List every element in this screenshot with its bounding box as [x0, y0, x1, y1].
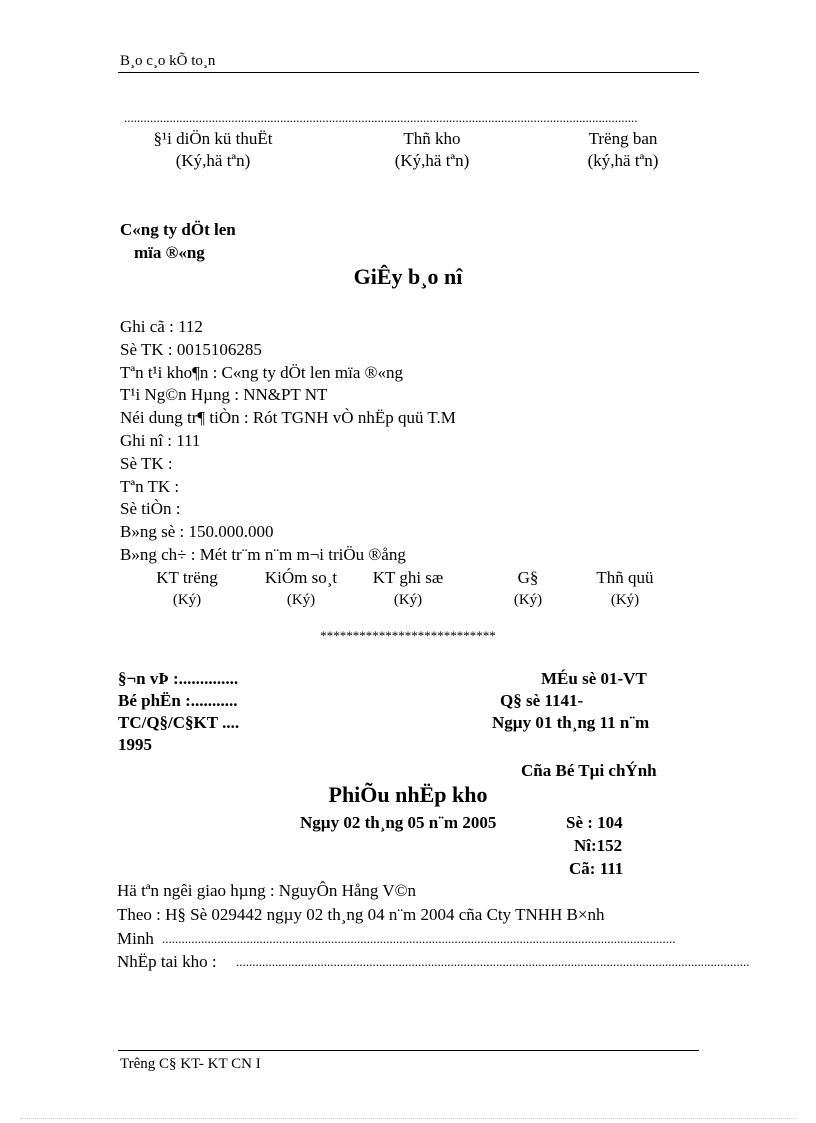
reference-line: Theo : H§ Sè 029442 ngµy 02 th¸ng 04 n¨m 2004 cña Cty TNHH B×nh	[117, 905, 605, 924]
signature-title: Thñ quü	[596, 568, 654, 587]
signature-technical	[128, 128, 298, 172]
page-edge	[20, 1118, 796, 1119]
field-line: B»ng ch÷ : Mét tr¨m n¨m m¬i triÖu ®ång	[120, 544, 406, 564]
field-line: Sè tiÒn :	[120, 499, 181, 519]
doc1-title: GiÊy b¸o nî	[353, 264, 463, 289]
deliverer-line: Hä tªn ngêi giao hµng : NguyÔn Hång V©n	[117, 881, 417, 900]
signature-controller	[251, 567, 351, 611]
signature-head	[565, 128, 681, 172]
signature-title: KT trëng	[156, 568, 218, 587]
signature-note: (Ký)	[286, 592, 316, 608]
year-field: 1995	[118, 735, 152, 754]
signature-title: §¹i diÖn kü thuËt	[153, 129, 273, 148]
decision-number: Q§ sè 1141-	[500, 691, 584, 710]
signature-bookkeeper	[360, 567, 456, 611]
reference-line-2	[117, 928, 154, 950]
doc2-date: Ngµy 02 th¸ng 05 n¨m 2005	[300, 813, 497, 832]
reference-continuation: Minh	[117, 929, 154, 948]
field-line: T¹i Ng©n Hµng : NN&PT NT	[120, 385, 328, 405]
signature-note: (Ký)	[393, 592, 423, 608]
field-line: Ghi cã : 112	[120, 317, 203, 336]
unit-field: §¬n vÞ :..............	[118, 669, 239, 688]
signature-title: KT ghi sæ	[372, 568, 444, 587]
signature-cashier	[585, 567, 665, 611]
warehouse-line: NhËp tai kho :	[117, 952, 217, 971]
signature-note: (Ký)	[513, 592, 543, 608]
dept-field: Bé phËn :...........	[118, 691, 238, 710]
field-line: Sè TK :	[120, 453, 173, 473]
debit-account: Nî:152	[574, 836, 623, 855]
signature-title: Trëng ban	[588, 129, 658, 148]
receipt-number: Sè : 104	[566, 813, 623, 832]
signature-note: (Ký,hä tªn)	[175, 151, 251, 170]
signature-note: (Ký)	[172, 592, 202, 608]
issuing-ministry: Cña Bé Tµi chÝnh	[521, 761, 657, 780]
signature-title: G§	[517, 568, 539, 587]
page-header: B¸o c¸o kÕ to¸n	[120, 53, 216, 69]
doc2-issuer-block	[118, 668, 239, 756]
dotted-line: ..............................................................................................................................................................	[124, 110, 638, 125]
dotted-fill: ..............................................................................................................................................................	[162, 931, 676, 946]
field-line: Ghi nî : 111	[120, 430, 201, 450]
dotted-fill: ..............................................................................................................................................................	[236, 954, 750, 969]
decision-date: Ngµy 01 th¸ng 11 n¨m	[492, 713, 650, 732]
doc1-fields	[120, 316, 456, 567]
field-line: Tªn t¹i kho¶n : C«ng ty dÖt len mïa ®«ng	[120, 362, 404, 382]
field-line: Tªn TK :	[120, 476, 180, 496]
footer-rule	[118, 1050, 699, 1051]
company-name-2: mïa ®«ng	[134, 243, 205, 262]
signature-note: (ký,hä tªn)	[587, 151, 659, 170]
page-footer: Trêng C§ KT- KT CN I	[120, 1056, 261, 1072]
field-line: Sè TK : 0015106285	[120, 339, 262, 359]
doc2-title: PhiÕu nhËp kho	[328, 782, 488, 807]
ref-field: TC/Q§/C§KT ....	[118, 713, 240, 732]
field-line: B»ng sè : 150.000.000	[120, 522, 274, 542]
field-line: Néi dung tr¶ tiÒn : Rót TGNH vÒ nhËp quü T.M	[120, 408, 456, 428]
signature-title: KiÓm so¸t	[264, 568, 338, 587]
signature-title: Thñ kho	[403, 129, 461, 148]
signature-note: (Ký)	[610, 592, 640, 608]
company-name: C«ng ty dÖt len	[120, 220, 236, 239]
credit-account: Cã: 111	[569, 859, 624, 878]
signature-chief-accountant	[140, 567, 234, 611]
signature-storekeeper	[367, 128, 497, 172]
separator: ***************************	[320, 628, 496, 643]
signature-note: (Ký,hä tªn)	[394, 151, 470, 170]
form-number: MÉu sè 01-VT	[541, 669, 647, 688]
signature-director	[500, 567, 556, 611]
header-rule	[118, 72, 699, 73]
